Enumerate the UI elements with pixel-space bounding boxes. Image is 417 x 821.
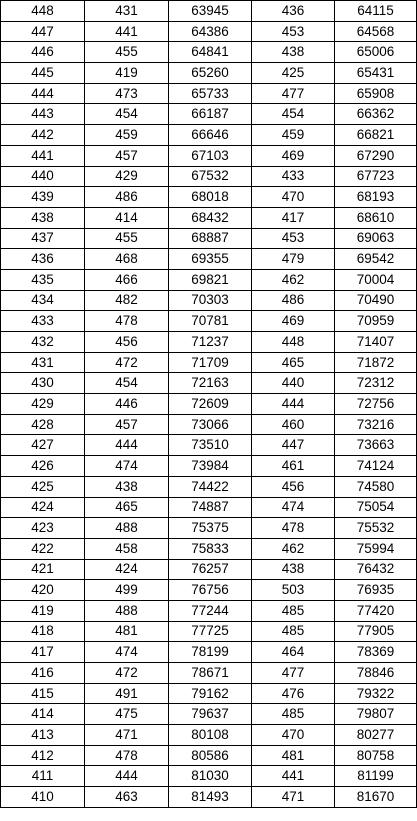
score-cell: 443	[1, 104, 85, 125]
cumulative-a-cell: 77244	[169, 600, 252, 621]
table-row	[1, 787, 417, 808]
count-a-cell: 463	[85, 787, 169, 808]
count-a-cell: 478	[85, 745, 169, 766]
table-row	[1, 228, 417, 249]
table-row	[1, 249, 417, 270]
cumulative-b-cell: 80277	[335, 725, 417, 746]
score-cell: 447	[1, 21, 85, 42]
count-a-cell: 472	[85, 352, 169, 373]
count-a-cell: 472	[85, 663, 169, 684]
count-b-cell: 474	[252, 497, 335, 518]
count-b-cell: 417	[252, 207, 335, 228]
cumulative-b-cell: 72312	[335, 373, 417, 394]
cumulative-a-cell: 74887	[169, 497, 252, 518]
count-a-cell: 468	[85, 249, 169, 270]
count-b-cell: 485	[252, 704, 335, 725]
count-b-cell: 469	[252, 145, 335, 166]
cumulative-a-cell: 80108	[169, 725, 252, 746]
cumulative-b-cell: 76935	[335, 580, 417, 601]
count-b-cell: 477	[252, 83, 335, 104]
score-cell: 418	[1, 621, 85, 642]
table-row	[1, 1, 417, 22]
table-row	[1, 725, 417, 746]
table-row	[1, 42, 417, 63]
count-b-cell: 447	[252, 435, 335, 456]
count-a-cell: 486	[85, 187, 169, 208]
score-cell: 416	[1, 663, 85, 684]
count-a-cell: 454	[85, 104, 169, 125]
count-a-cell: 474	[85, 456, 169, 477]
count-a-cell: 414	[85, 207, 169, 228]
count-a-cell: 444	[85, 435, 169, 456]
count-b-cell: 478	[252, 518, 335, 539]
score-cell: 429	[1, 394, 85, 415]
cumulative-a-cell: 64841	[169, 42, 252, 63]
table-row	[1, 125, 417, 146]
score-cell: 430	[1, 373, 85, 394]
table-row	[1, 104, 417, 125]
cumulative-a-cell: 66646	[169, 125, 252, 146]
cumulative-a-cell: 68018	[169, 187, 252, 208]
count-b-cell: 503	[252, 580, 335, 601]
score-cell: 437	[1, 228, 85, 249]
table-row	[1, 373, 417, 394]
table-row	[1, 600, 417, 621]
cumulative-a-cell: 64386	[169, 21, 252, 42]
count-a-cell: 419	[85, 63, 169, 84]
count-b-cell: 476	[252, 683, 335, 704]
score-cell: 414	[1, 704, 85, 725]
count-a-cell: 499	[85, 580, 169, 601]
table-row	[1, 518, 417, 539]
count-a-cell: 429	[85, 166, 169, 187]
score-cell: 436	[1, 249, 85, 270]
count-a-cell: 458	[85, 538, 169, 559]
count-a-cell: 465	[85, 497, 169, 518]
cumulative-a-cell: 67532	[169, 166, 252, 187]
cumulative-a-cell: 70781	[169, 311, 252, 332]
cumulative-b-cell: 79807	[335, 704, 417, 725]
table-row	[1, 166, 417, 187]
count-b-cell: 462	[252, 538, 335, 559]
score-cell: 440	[1, 166, 85, 187]
cumulative-b-cell: 64568	[335, 21, 417, 42]
table-row	[1, 497, 417, 518]
table-row	[1, 311, 417, 332]
count-a-cell: 456	[85, 332, 169, 353]
cumulative-b-cell: 70004	[335, 269, 417, 290]
count-b-cell: 465	[252, 352, 335, 373]
cumulative-a-cell: 78199	[169, 642, 252, 663]
score-cell: 426	[1, 456, 85, 477]
count-b-cell: 470	[252, 187, 335, 208]
cumulative-a-cell: 77725	[169, 621, 252, 642]
table-row	[1, 766, 417, 787]
cumulative-b-cell: 66821	[335, 125, 417, 146]
count-a-cell: 446	[85, 394, 169, 415]
cumulative-b-cell: 76432	[335, 559, 417, 580]
cumulative-a-cell: 70303	[169, 290, 252, 311]
count-b-cell: 438	[252, 559, 335, 580]
cumulative-b-cell: 75054	[335, 497, 417, 518]
cumulative-a-cell: 68887	[169, 228, 252, 249]
score-cell: 434	[1, 290, 85, 311]
count-a-cell: 457	[85, 414, 169, 435]
table-row	[1, 538, 417, 559]
cumulative-a-cell: 68432	[169, 207, 252, 228]
count-a-cell: 441	[85, 21, 169, 42]
count-b-cell: 462	[252, 269, 335, 290]
cumulative-b-cell: 72756	[335, 394, 417, 415]
cumulative-b-cell: 64115	[335, 1, 417, 22]
count-a-cell: 457	[85, 145, 169, 166]
cumulative-b-cell: 81670	[335, 787, 417, 808]
table-row	[1, 580, 417, 601]
cumulative-a-cell: 75833	[169, 538, 252, 559]
score-cell: 412	[1, 745, 85, 766]
table-row	[1, 456, 417, 477]
score-cell: 422	[1, 538, 85, 559]
cumulative-a-cell: 80586	[169, 745, 252, 766]
cumulative-b-cell: 69063	[335, 228, 417, 249]
table-row	[1, 269, 417, 290]
table-row	[1, 352, 417, 373]
cumulative-b-cell: 74580	[335, 476, 417, 497]
cumulative-a-cell: 76756	[169, 580, 252, 601]
count-b-cell: 481	[252, 745, 335, 766]
cumulative-a-cell: 71237	[169, 332, 252, 353]
cumulative-a-cell: 75375	[169, 518, 252, 539]
cumulative-b-cell: 81199	[335, 766, 417, 787]
count-b-cell: 436	[252, 1, 335, 22]
score-cell: 445	[1, 63, 85, 84]
cumulative-b-cell: 65431	[335, 63, 417, 84]
count-a-cell: 459	[85, 125, 169, 146]
count-a-cell: 424	[85, 559, 169, 580]
cumulative-b-cell: 65006	[335, 42, 417, 63]
score-cell: 444	[1, 83, 85, 104]
score-cell: 428	[1, 414, 85, 435]
table-row	[1, 414, 417, 435]
score-cell: 438	[1, 207, 85, 228]
count-a-cell: 444	[85, 766, 169, 787]
count-b-cell: 477	[252, 663, 335, 684]
count-b-cell: 444	[252, 394, 335, 415]
count-b-cell: 448	[252, 332, 335, 353]
count-b-cell: 469	[252, 311, 335, 332]
score-cell: 427	[1, 435, 85, 456]
score-cell: 421	[1, 559, 85, 580]
table-row	[1, 332, 417, 353]
score-cell: 417	[1, 642, 85, 663]
score-cell: 411	[1, 766, 85, 787]
table-row	[1, 290, 417, 311]
cumulative-b-cell: 68610	[335, 207, 417, 228]
cumulative-a-cell: 66187	[169, 104, 252, 125]
count-a-cell: 474	[85, 642, 169, 663]
count-b-cell: 470	[252, 725, 335, 746]
score-cell: 441	[1, 145, 85, 166]
count-a-cell: 481	[85, 621, 169, 642]
count-b-cell: 485	[252, 600, 335, 621]
score-cell: 419	[1, 600, 85, 621]
table-row	[1, 21, 417, 42]
count-a-cell: 488	[85, 518, 169, 539]
cumulative-a-cell: 72163	[169, 373, 252, 394]
table-row	[1, 63, 417, 84]
score-cell: 410	[1, 787, 85, 808]
cumulative-b-cell: 67290	[335, 145, 417, 166]
table-row	[1, 745, 417, 766]
cumulative-b-cell: 78369	[335, 642, 417, 663]
count-a-cell: 455	[85, 228, 169, 249]
cumulative-b-cell: 77905	[335, 621, 417, 642]
count-b-cell: 464	[252, 642, 335, 663]
cumulative-a-cell: 69355	[169, 249, 252, 270]
count-b-cell: 425	[252, 63, 335, 84]
table-row	[1, 83, 417, 104]
count-b-cell: 453	[252, 228, 335, 249]
score-cell: 415	[1, 683, 85, 704]
cumulative-b-cell: 70959	[335, 311, 417, 332]
count-b-cell: 441	[252, 766, 335, 787]
table-row	[1, 704, 417, 725]
count-b-cell: 460	[252, 414, 335, 435]
cumulative-b-cell: 73663	[335, 435, 417, 456]
cumulative-b-cell: 68193	[335, 187, 417, 208]
score-cell: 448	[1, 1, 85, 22]
count-a-cell: 475	[85, 704, 169, 725]
cumulative-b-cell: 73216	[335, 414, 417, 435]
table-row	[1, 435, 417, 456]
table-body	[1, 1, 417, 808]
count-a-cell: 488	[85, 600, 169, 621]
score-cell: 413	[1, 725, 85, 746]
cumulative-a-cell: 81493	[169, 787, 252, 808]
cumulative-a-cell: 73066	[169, 414, 252, 435]
cumulative-a-cell: 69821	[169, 269, 252, 290]
cumulative-b-cell: 71407	[335, 332, 417, 353]
score-cell: 431	[1, 352, 85, 373]
count-b-cell: 454	[252, 104, 335, 125]
score-cell: 424	[1, 497, 85, 518]
cumulative-a-cell: 65260	[169, 63, 252, 84]
cumulative-b-cell: 75994	[335, 538, 417, 559]
count-b-cell: 438	[252, 42, 335, 63]
count-b-cell: 440	[252, 373, 335, 394]
cumulative-b-cell: 71872	[335, 352, 417, 373]
count-b-cell: 459	[252, 125, 335, 146]
cumulative-a-cell: 63945	[169, 1, 252, 22]
cumulative-a-cell: 78671	[169, 663, 252, 684]
cumulative-a-cell: 79162	[169, 683, 252, 704]
cumulative-b-cell: 78846	[335, 663, 417, 684]
table-row	[1, 559, 417, 580]
count-b-cell: 485	[252, 621, 335, 642]
table-row	[1, 394, 417, 415]
cumulative-b-cell: 75532	[335, 518, 417, 539]
table-row	[1, 683, 417, 704]
score-cell: 425	[1, 476, 85, 497]
cumulative-a-cell: 73510	[169, 435, 252, 456]
score-cell: 423	[1, 518, 85, 539]
cumulative-a-cell: 76257	[169, 559, 252, 580]
score-cell: 432	[1, 332, 85, 353]
count-a-cell: 454	[85, 373, 169, 394]
count-b-cell: 433	[252, 166, 335, 187]
table-row	[1, 145, 417, 166]
cumulative-a-cell: 72609	[169, 394, 252, 415]
table-row	[1, 187, 417, 208]
cumulative-a-cell: 65733	[169, 83, 252, 104]
cumulative-a-cell: 73984	[169, 456, 252, 477]
cumulative-a-cell: 79637	[169, 704, 252, 725]
count-b-cell: 479	[252, 249, 335, 270]
score-cell: 420	[1, 580, 85, 601]
cumulative-b-cell: 70490	[335, 290, 417, 311]
count-b-cell: 461	[252, 456, 335, 477]
count-a-cell: 466	[85, 269, 169, 290]
cumulative-b-cell: 67723	[335, 166, 417, 187]
cumulative-a-cell: 67103	[169, 145, 252, 166]
table-row	[1, 476, 417, 497]
count-b-cell: 486	[252, 290, 335, 311]
count-a-cell: 473	[85, 83, 169, 104]
cumulative-b-cell: 77420	[335, 600, 417, 621]
cumulative-b-cell: 66362	[335, 104, 417, 125]
score-cell: 439	[1, 187, 85, 208]
score-cell: 435	[1, 269, 85, 290]
cumulative-b-cell: 74124	[335, 456, 417, 477]
cumulative-a-cell: 81030	[169, 766, 252, 787]
cumulative-b-cell: 80758	[335, 745, 417, 766]
count-b-cell: 453	[252, 21, 335, 42]
score-cell: 442	[1, 125, 85, 146]
count-a-cell: 471	[85, 725, 169, 746]
table-row	[1, 207, 417, 228]
count-a-cell: 455	[85, 42, 169, 63]
score-cell: 446	[1, 42, 85, 63]
table-row	[1, 642, 417, 663]
cumulative-b-cell: 69542	[335, 249, 417, 270]
cumulative-b-cell: 79322	[335, 683, 417, 704]
score-cell: 433	[1, 311, 85, 332]
count-a-cell: 491	[85, 683, 169, 704]
cumulative-a-cell: 74422	[169, 476, 252, 497]
cumulative-b-cell: 65908	[335, 83, 417, 104]
count-a-cell: 482	[85, 290, 169, 311]
cumulative-a-cell: 71709	[169, 352, 252, 373]
count-a-cell: 438	[85, 476, 169, 497]
count-b-cell: 456	[252, 476, 335, 497]
table-row	[1, 663, 417, 684]
count-a-cell: 431	[85, 1, 169, 22]
count-a-cell: 478	[85, 311, 169, 332]
table-row	[1, 621, 417, 642]
count-b-cell: 471	[252, 787, 335, 808]
